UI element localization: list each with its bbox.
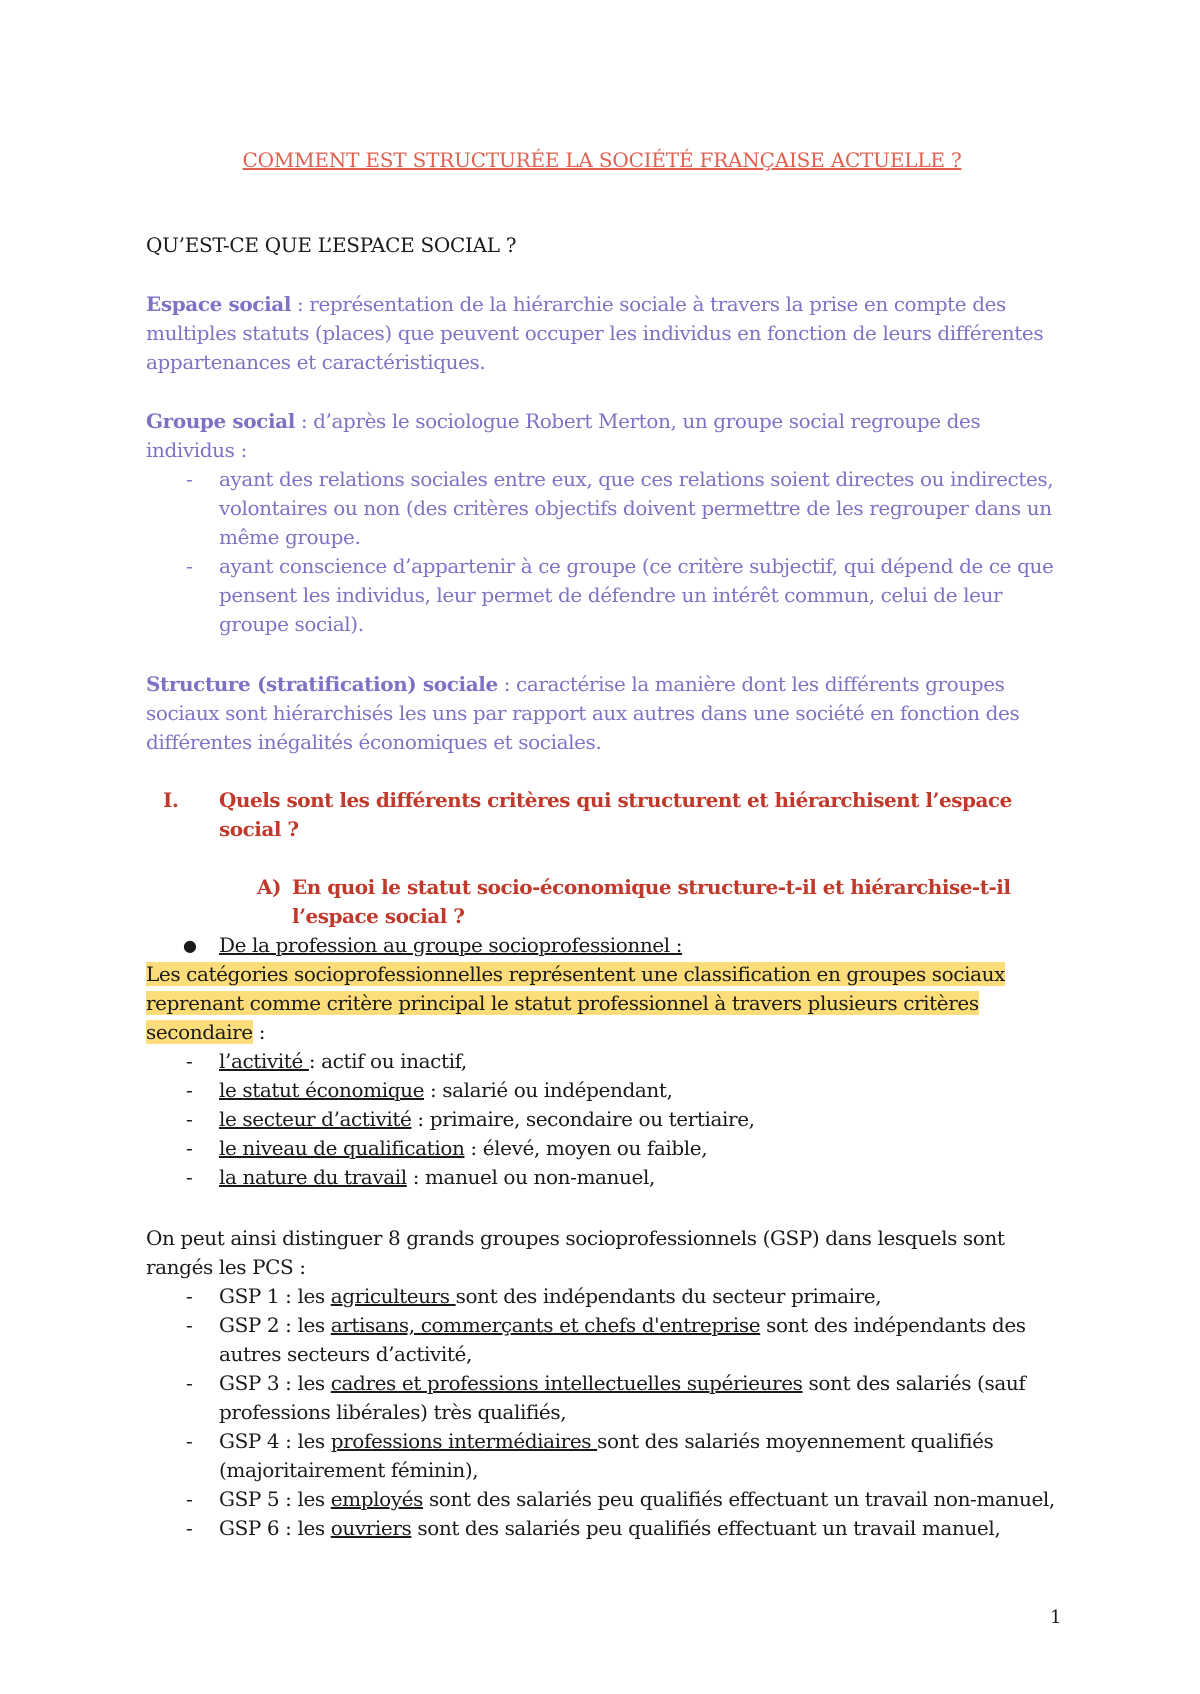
term-espace-social: Espace social xyxy=(146,292,292,316)
criterion-text: : élevé, moyen ou faible, xyxy=(464,1136,708,1160)
list-item xyxy=(146,1105,1066,1134)
gsp-text: sont des indépendants des autres secteurs d’activité, xyxy=(219,1313,1026,1366)
text-espace-social: : représentation de la hiérarchie sociale à travers la prise en compte des multiples statuts (places) que peuvent occuper les individus en fonction de leurs différentes appartenances et caractéristiques. xyxy=(146,292,1044,374)
pcs-definition xyxy=(146,960,1066,1192)
groupe-criteria-list xyxy=(146,465,1066,639)
gsp-prefix: GSP 3 : les xyxy=(219,1371,331,1395)
gsp-prefix: GSP 1 : les xyxy=(219,1284,331,1308)
gsp-text: sont des salariés moyennement qualifiés (majoritairement féminin), xyxy=(219,1429,994,1482)
list-item xyxy=(146,1427,1066,1485)
criterion-label: la nature du travail xyxy=(219,1165,407,1189)
list-item xyxy=(146,1163,1066,1192)
list-item: - ayant conscience d’appartenir à ce groupe (ce critère subjectif, qui dépend de ce que pensent les individus, leur permet de défendre un intérêt commun, celui de leur groupe social). xyxy=(146,552,1066,639)
criterion-label: l’activité xyxy=(219,1049,309,1073)
gsp-label: professions intermédiaires xyxy=(330,1429,598,1453)
gsp-prefix: GSP 5 : les xyxy=(219,1487,331,1511)
subsection-title: En quoi le statut socio-économique structure-t-il et hiérarchise-t-il l’espace social ? xyxy=(292,875,1011,928)
gsp-prefix: GSP 4 : les xyxy=(219,1429,331,1453)
gsp-text: sont des indépendants du secteur primaire, xyxy=(455,1284,882,1308)
gsp-section xyxy=(146,1224,1066,1543)
criterion-label: le statut économique xyxy=(219,1078,425,1102)
definition-structure-sociale xyxy=(146,670,1066,757)
term-structure-sociale: Structure (stratification) sociale xyxy=(146,672,498,696)
text-structure-sociale: : caractérise la manière dont les différents groupes sociaux sont hiérarchisés les uns par rapport aux autres dans une société en fonction des différentes inégalités économiques et sociales. xyxy=(146,672,1020,754)
list-item xyxy=(146,1282,1066,1311)
gsp-label: cadres et professions intellectuelles supérieures xyxy=(330,1371,803,1395)
gsp-text: sont des salariés peu qualifiés effectuant un travail non-manuel, xyxy=(422,1487,1055,1511)
list-item xyxy=(146,1514,1066,1543)
list-item xyxy=(146,1076,1066,1105)
criteria-list xyxy=(146,1047,1066,1192)
gsp-intro: On peut ainsi distinguer 8 grands groupes socioprofessionnels (GSP) dans lesquels sont rangés les PCS : xyxy=(146,1226,1005,1279)
gsp-prefix: GSP 2 : les xyxy=(219,1313,331,1337)
pcs-suffix: : xyxy=(252,1020,266,1044)
list-item xyxy=(146,1369,1066,1427)
list-item: - ayant des relations sociales entre eux, que ces relations soient directes ou indirectes, volontaires ou non (des critères objectifs doivent permettre de les regrouper dans un même groupe. xyxy=(146,465,1066,552)
criterion-text: : primaire, secondaire ou tertiaire, xyxy=(411,1107,755,1131)
gsp-text: sont des salariés peu qualifiés effectuant un travail manuel, xyxy=(411,1516,1001,1540)
list-item xyxy=(146,1047,1066,1076)
section-number: I. xyxy=(163,788,179,812)
bullet-text: De la profession au groupe socioprofessionnel : xyxy=(219,933,683,957)
gsp-label: artisans, commerçants et chefs d'entreprise xyxy=(330,1313,761,1337)
list-item xyxy=(146,1485,1066,1514)
definition-espace-social xyxy=(146,290,1066,377)
criterion-text: : manuel ou non-manuel, xyxy=(406,1165,655,1189)
gsp-label: agriculteurs xyxy=(330,1284,456,1308)
criterion-label: le niveau de qualification xyxy=(219,1136,465,1160)
section-title: Quels sont les différents critères qui structurent et hiérarchisent l’espace social ? xyxy=(219,788,1012,841)
gsp-prefix: GSP 6 : les xyxy=(219,1516,331,1540)
list-item xyxy=(146,1134,1066,1163)
bullet-dot-icon: ● xyxy=(183,936,197,955)
question-heading: QU’EST-CE QUE L’ESPACE SOCIAL ? xyxy=(146,233,517,257)
criterion-text: : actif ou inactif, xyxy=(308,1049,467,1073)
gsp-list xyxy=(146,1282,1066,1543)
criterion-label: le secteur d’activité xyxy=(219,1107,412,1131)
criterion-text: : salarié ou indépendant, xyxy=(424,1078,673,1102)
page-title: COMMENT EST STRUCTURÉE LA SOCIÉTÉ FRANÇAISE ACTUELLE ? xyxy=(242,148,962,172)
text-groupe-social: : d’après le sociologue Robert Merton, un groupe social regroupe des individus : xyxy=(146,409,981,462)
term-groupe-social: Groupe social xyxy=(146,409,295,433)
definition-groupe-social xyxy=(146,407,1066,639)
gsp-text: sont des salariés (sauf professions libérales) très qualifiés, xyxy=(219,1371,1026,1424)
gsp-label: ouvriers xyxy=(330,1516,412,1540)
list-item xyxy=(146,1311,1066,1369)
highlighted-text: Les catégories socioprofessionnelles représentent une classification en groupes sociaux reprenant comme critère principal le statut professionnel à travers plusieurs critères secondaire xyxy=(146,962,1005,1044)
subsection-number: A) xyxy=(257,875,281,899)
page-number: 1 xyxy=(1050,1607,1062,1628)
gsp-label: employés xyxy=(330,1487,423,1511)
